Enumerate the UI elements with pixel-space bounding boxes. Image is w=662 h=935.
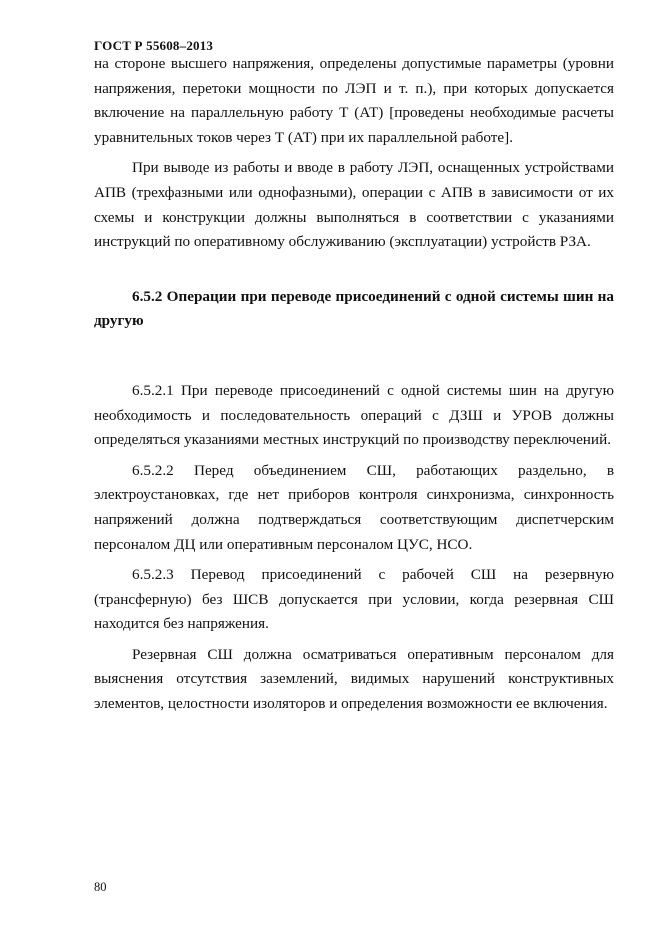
page-number: 80 xyxy=(94,880,107,894)
paragraph-6-5-2-3: 6.5.2.3 Перевод присоединений с рабочей СШ на резервную (трансферную) без ШСВ допускается при условии, когда резервная СШ находится без напряжения. xyxy=(94,566,614,633)
section-heading-6-5-2: 6.5.2 Операции при переводе присоединений с одной системы шин на другую xyxy=(94,287,614,330)
document-body xyxy=(94,52,614,717)
paragraph-continuation: на стороне высшего напряжения, определены допустимые параметры (уровни напряжения, перетоки мощности по ЛЭП и т. п.), при которых допускается включение на параллельную работу Т (АТ) [проведены необходимые расчеты уравнительных токов через Т (АТ) при их параллельной работе]. xyxy=(94,55,614,146)
paragraph-apv: При выводе из работы и вводе в работу ЛЭП, оснащенных устройствами АПВ (трехфазными или однофазными), операции с АПВ в зависимости от их схемы и конструкции должны выполняться в соответствии с указаниями инструкций по оперативному обслуживанию (эксплуатации) устройств РЗА. xyxy=(94,159,614,251)
paragraph-6-5-2-2: 6.5.2.2 Перед объединением СШ, работающих раздельно, в электроустановках, где нет приборов контроля синхронизма, синхронность напряжений должна подтверждаться соответствующим диспетчерским персоналом ДЦ или оперативным персоналом ЦУС, НСО. xyxy=(94,461,614,553)
paragraph-6-5-2-1: 6.5.2.1 При переводе присоединений с одной системы шин на другую необходимость и последовательность операций с ДЗШ и УРОВ должны определяться указаниями местных инструкций по производству переключений. xyxy=(94,381,614,449)
document-header: ГОСТ Р 55608–2013 xyxy=(94,38,214,53)
paragraph-reserve-bus: Резервная СШ должна осматриваться оперативным персоналом для выяснения отсутствия заземлений, видимых нарушений конструктивных элементов, целостности изоляторов и определения возможности ее включения. xyxy=(94,645,614,713)
